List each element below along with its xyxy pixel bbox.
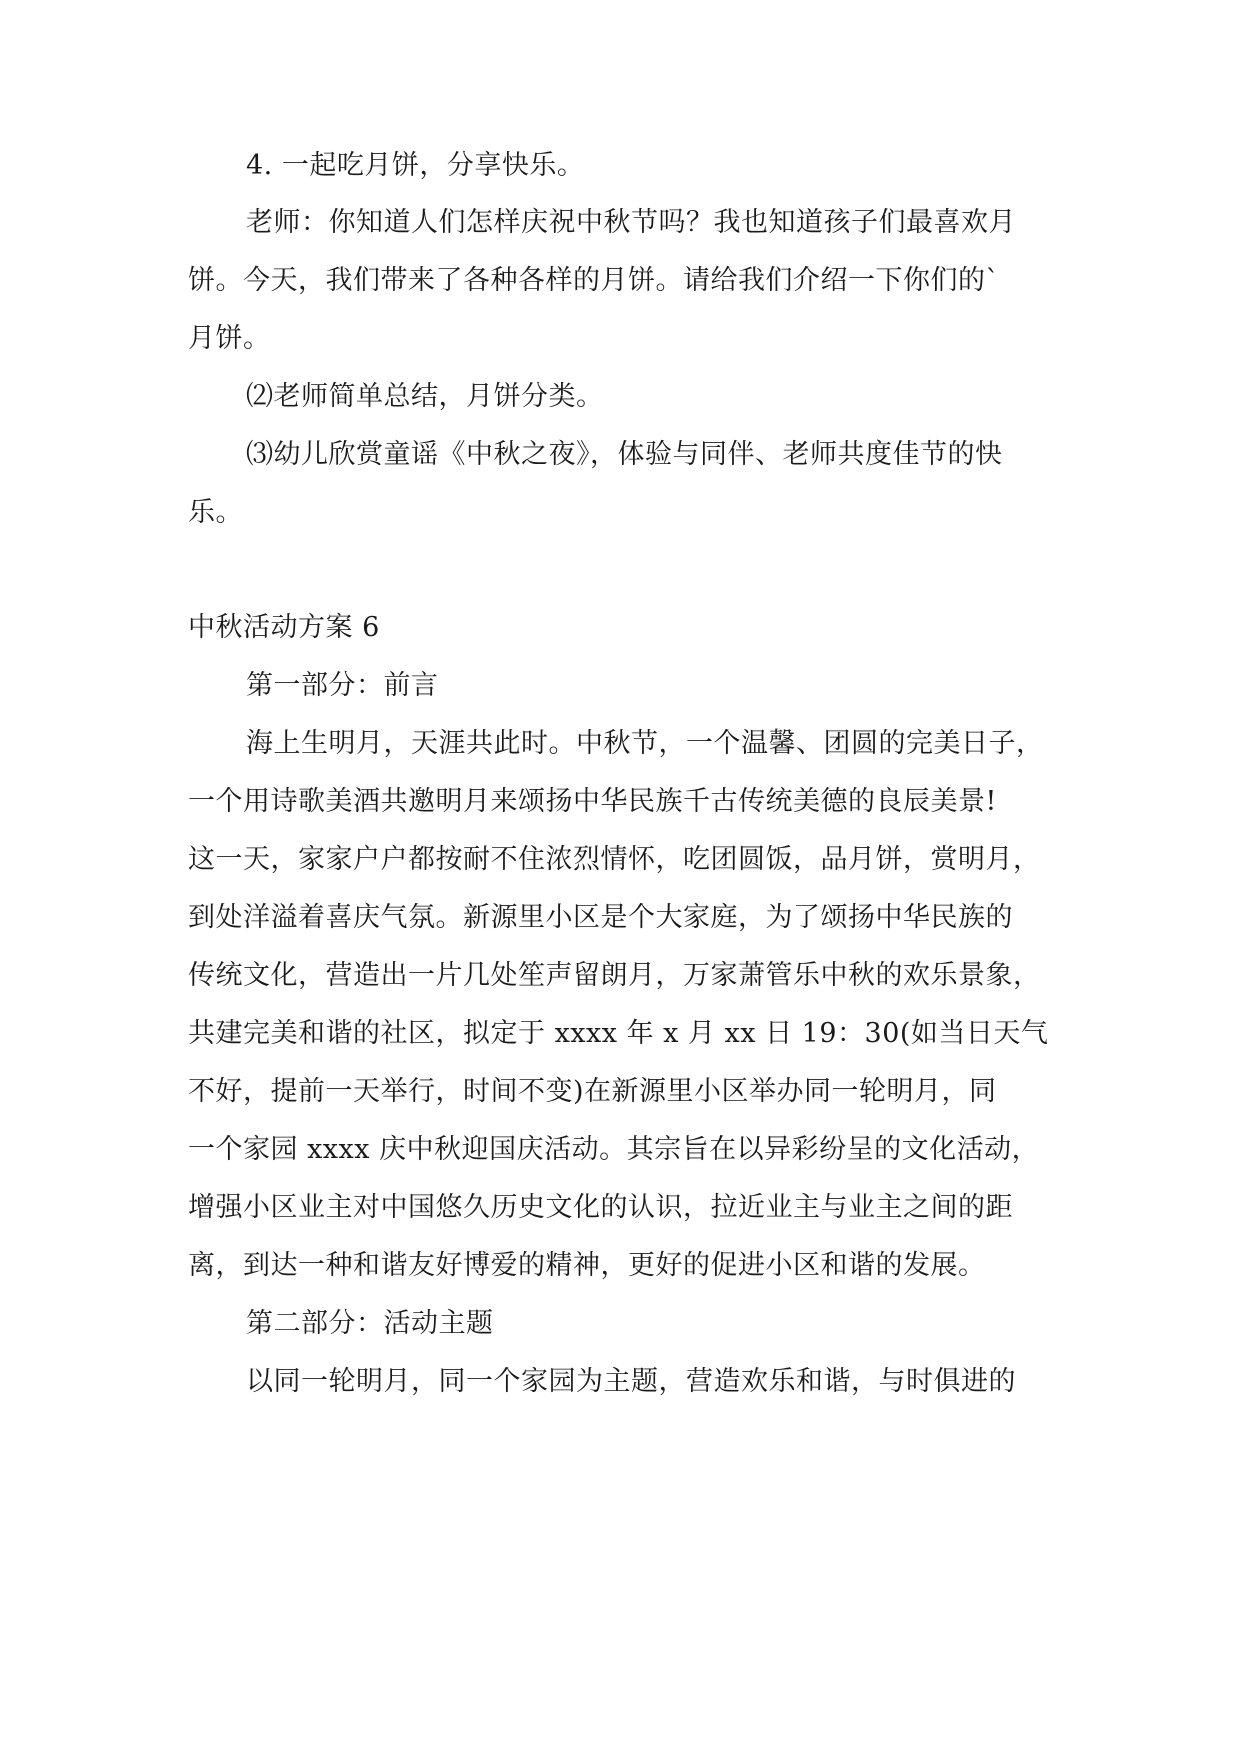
part-heading-theme: 第二部分：活动主题 bbox=[246, 1308, 494, 1339]
paragraph-line: 以同一轮明月，同一个家园为主题，营造欢乐和谐，与时俱进的 bbox=[246, 1366, 1016, 1397]
paragraph-line: 这一天，家家户户都按耐不住浓烈情怀，吃团圆饭，品月饼，赏明月， bbox=[188, 844, 1041, 875]
paragraph-line: 海上生明月，天涯共此时。中秋节，一个温馨、团圆的完美日子， bbox=[246, 728, 1044, 759]
paragraph-line: 一个家园 xxxx 庆中秋迎国庆活动。其宗旨在以异彩纷呈的文化活动， bbox=[188, 1134, 1040, 1165]
paragraph-line: 乐。 bbox=[188, 497, 243, 528]
part-heading-preface: 第一部分：前言 bbox=[246, 670, 439, 701]
paragraph-line: 传统文化，营造出一片几处笙声留朗月，万家萧管乐中秋的欢乐景象， bbox=[188, 960, 1041, 991]
paragraph-line: 老师：你知道人们怎样庆祝中秋节吗？我也知道孩子们最喜欢月 bbox=[246, 207, 1016, 238]
list-item-eat-mooncakes: 4. 一起吃月饼，分享快乐。 bbox=[246, 150, 585, 181]
list-item-summary: ⑵老师简单总结，月饼分类。 bbox=[246, 381, 604, 412]
paragraph-line: 增强小区业主对中国悠久历史文化的认识，拉近业主与业主之间的距 bbox=[188, 1192, 1013, 1223]
paragraph-line: 不好，提前一天举行，时间不变)在新源里小区举办同一轮明月，同 bbox=[188, 1076, 997, 1107]
list-item-nursery-rhyme: ⑶幼儿欣赏童谣《中秋之夜》，体验与同伴、老师共度佳节的快 bbox=[246, 439, 1003, 470]
paragraph-line: 共建完美和谐的社区，拟定于 xxxx 年 x 月 xx 日 19：30(如当日天气 bbox=[188, 1018, 1049, 1049]
paragraph-line: 饼。今天，我们带来了各种各样的月饼。请给我们介绍一下你们的` bbox=[188, 265, 1000, 296]
paragraph-line: 一个用诗歌美酒共邀明月来颂扬中华民族千古传统美德的良辰美景! bbox=[188, 786, 997, 817]
paragraph-line: 月饼。 bbox=[188, 323, 271, 354]
paragraph-line: 离，到达一种和谐友好博爱的精神，更好的促进小区和谐的发展。 bbox=[188, 1250, 986, 1281]
section-heading: 中秋活动方案 6 bbox=[188, 612, 380, 643]
paragraph-line: 到处洋溢着喜庆气氛。新源里小区是个大家庭，为了颂扬中华民族的 bbox=[188, 902, 1013, 933]
